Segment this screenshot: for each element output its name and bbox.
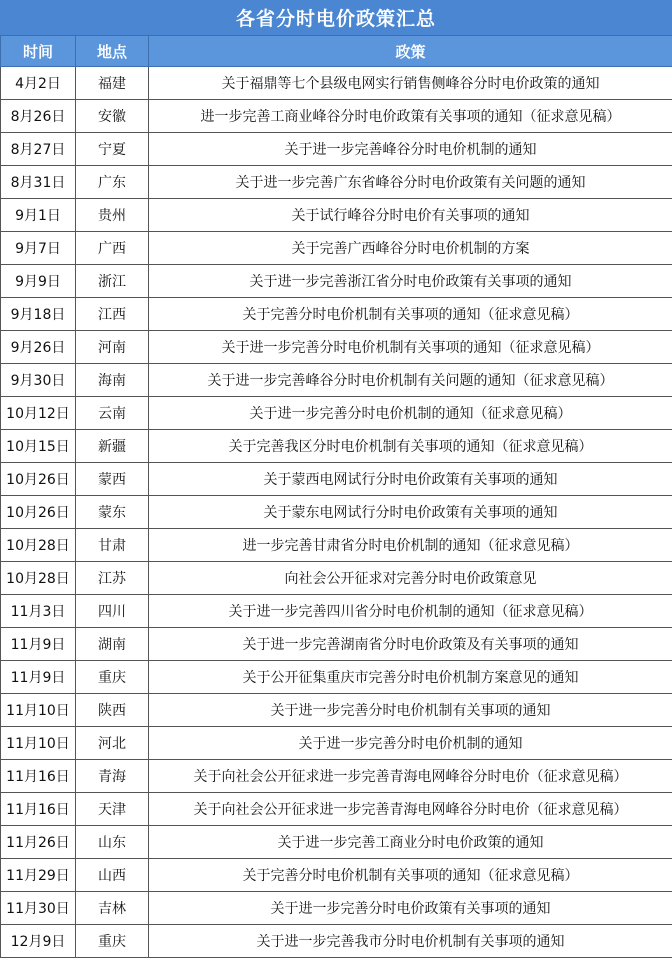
table-row [1, 562, 672, 595]
cell-place: 安徽 [76, 100, 149, 133]
cell-policy: 关于进一步完善浙江省分时电价政策有关事项的通知 [149, 265, 672, 298]
table-row [1, 331, 672, 364]
cell-policy: 关于完善广西峰谷分时电价机制的方案 [149, 232, 672, 265]
cell-policy: 关于进一步完善峰谷分时电价机制有关问题的通知（征求意见稿） [149, 364, 672, 397]
cell-time: 10月12日 [1, 397, 76, 430]
cell-time: 8月26日 [1, 100, 76, 133]
cell-policy: 关于完善我区分时电价机制有关事项的通知（征求意见稿） [149, 430, 672, 463]
cell-policy: 进一步完善甘肃省分时电价机制的通知（征求意见稿） [149, 529, 672, 562]
table-row [1, 595, 672, 628]
cell-time: 8月27日 [1, 133, 76, 166]
table-row [1, 463, 672, 496]
table-row [1, 892, 672, 925]
cell-place: 吉林 [76, 892, 149, 925]
cell-place: 贵州 [76, 199, 149, 232]
table-row [1, 694, 672, 727]
cell-place: 福建 [76, 67, 149, 100]
cell-place: 江西 [76, 298, 149, 331]
cell-place: 天津 [76, 793, 149, 826]
cell-policy: 关于福鼎等七个县级电网实行销售侧峰谷分时电价政策的通知 [149, 67, 672, 100]
cell-policy: 关于完善分时电价机制有关事项的通知（征求意见稿） [149, 859, 672, 892]
cell-time: 11月9日 [1, 661, 76, 694]
table-row [1, 529, 672, 562]
cell-policy: 向社会公开征求对完善分时电价政策意见 [149, 562, 672, 595]
cell-policy: 关于进一步完善四川省分时电价机制的通知（征求意见稿） [149, 595, 672, 628]
cell-policy: 关于进一步完善湖南省分时电价政策及有关事项的通知 [149, 628, 672, 661]
cell-place: 重庆 [76, 661, 149, 694]
cell-place: 蒙西 [76, 463, 149, 496]
cell-time: 8月31日 [1, 166, 76, 199]
cell-place: 湖南 [76, 628, 149, 661]
cell-policy: 关于完善分时电价机制有关事项的通知（征求意见稿） [149, 298, 672, 331]
cell-time: 11月3日 [1, 595, 76, 628]
cell-policy: 关于进一步完善分时电价机制的通知 [149, 727, 672, 760]
cell-place: 宁夏 [76, 133, 149, 166]
table-row [1, 793, 672, 826]
cell-place: 蒙东 [76, 496, 149, 529]
header-policy: 政策 [149, 36, 672, 67]
cell-time: 11月30日 [1, 892, 76, 925]
cell-time: 9月9日 [1, 265, 76, 298]
cell-place: 四川 [76, 595, 149, 628]
cell-policy: 关于进一步完善分时电价机制有关事项的通知 [149, 694, 672, 727]
cell-time: 10月28日 [1, 529, 76, 562]
cell-place: 海南 [76, 364, 149, 397]
cell-time: 9月1日 [1, 199, 76, 232]
cell-policy: 关于蒙西电网试行分时电价政策有关事项的通知 [149, 463, 672, 496]
table-row [1, 100, 672, 133]
policy-table [0, 35, 672, 958]
cell-policy: 关于进一步完善分时电价机制的通知（征求意见稿） [149, 397, 672, 430]
table-row [1, 661, 672, 694]
table-row [1, 496, 672, 529]
table-row [1, 397, 672, 430]
table-row [1, 298, 672, 331]
table-row [1, 628, 672, 661]
cell-policy: 关于向社会公开征求进一步完善青海电网峰谷分时电价（征求意见稿） [149, 760, 672, 793]
cell-time: 9月7日 [1, 232, 76, 265]
cell-place: 新疆 [76, 430, 149, 463]
cell-policy: 关于蒙东电网试行分时电价政策有关事项的通知 [149, 496, 672, 529]
cell-time: 10月15日 [1, 430, 76, 463]
cell-place: 广东 [76, 166, 149, 199]
cell-place: 甘肃 [76, 529, 149, 562]
cell-policy: 关于公开征集重庆市完善分时电价机制方案意见的通知 [149, 661, 672, 694]
cell-policy: 关于试行峰谷分时电价有关事项的通知 [149, 199, 672, 232]
cell-policy: 进一步完善工商业峰谷分时电价政策有关事项的通知（征求意见稿） [149, 100, 672, 133]
cell-time: 11月9日 [1, 628, 76, 661]
header-place: 地点 [76, 36, 149, 67]
cell-place: 青海 [76, 760, 149, 793]
cell-time: 4月2日 [1, 67, 76, 100]
cell-time: 10月26日 [1, 496, 76, 529]
table-row [1, 364, 672, 397]
cell-place: 陕西 [76, 694, 149, 727]
cell-place: 河南 [76, 331, 149, 364]
page-title: 各省分时电价政策汇总 [0, 0, 672, 35]
table-row [1, 67, 672, 100]
cell-time: 10月28日 [1, 562, 76, 595]
table-row [1, 430, 672, 463]
cell-policy: 关于进一步完善广东省峰谷分时电价政策有关问题的通知 [149, 166, 672, 199]
cell-place: 河北 [76, 727, 149, 760]
cell-place: 重庆 [76, 925, 149, 958]
cell-time: 11月10日 [1, 727, 76, 760]
cell-policy: 关于进一步完善分时电价政策有关事项的通知 [149, 892, 672, 925]
table-row [1, 760, 672, 793]
table-row [1, 727, 672, 760]
table-row [1, 859, 672, 892]
cell-policy: 关于向社会公开征求进一步完善青海电网峰谷分时电价（征求意见稿） [149, 793, 672, 826]
cell-place: 云南 [76, 397, 149, 430]
table-row [1, 166, 672, 199]
cell-place: 山东 [76, 826, 149, 859]
cell-policy: 关于进一步完善我市分时电价机制有关事项的通知 [149, 925, 672, 958]
table-row [1, 925, 672, 958]
cell-place: 广西 [76, 232, 149, 265]
cell-place: 山西 [76, 859, 149, 892]
cell-place: 浙江 [76, 265, 149, 298]
table-row [1, 826, 672, 859]
cell-policy: 关于进一步完善分时电价机制有关事项的通知（征求意见稿） [149, 331, 672, 364]
cell-time: 11月16日 [1, 793, 76, 826]
table-row [1, 199, 672, 232]
cell-time: 12月9日 [1, 925, 76, 958]
cell-time: 11月16日 [1, 760, 76, 793]
cell-time: 11月29日 [1, 859, 76, 892]
cell-place: 江苏 [76, 562, 149, 595]
table-row [1, 133, 672, 166]
cell-policy: 关于进一步完善工商业分时电价政策的通知 [149, 826, 672, 859]
cell-policy: 关于进一步完善峰谷分时电价机制的通知 [149, 133, 672, 166]
cell-time: 9月18日 [1, 298, 76, 331]
cell-time: 11月26日 [1, 826, 76, 859]
cell-time: 10月26日 [1, 463, 76, 496]
table-row [1, 232, 672, 265]
table-row [1, 265, 672, 298]
header-row [1, 36, 672, 67]
cell-time: 9月26日 [1, 331, 76, 364]
cell-time: 11月10日 [1, 694, 76, 727]
cell-time: 9月30日 [1, 364, 76, 397]
header-time: 时间 [1, 36, 76, 67]
